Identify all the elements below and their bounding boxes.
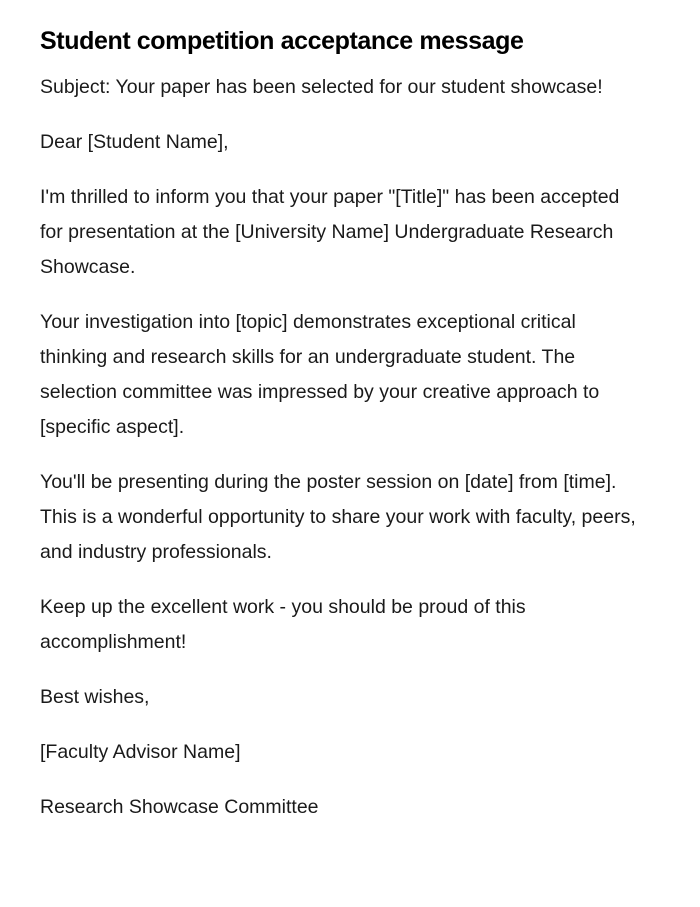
body-paragraph: Keep up the excellent work - you should be proud of this accomplishment! <box>40 596 526 653</box>
signature-org: Research Showcase Committee <box>40 796 319 818</box>
body-paragraph: Your investigation into [topic] demonstrates exceptional critical thinking and research skills for an undergraduate student. The selection committee was impressed by your creative approach to [specific aspect]. <box>40 311 600 438</box>
salutation: Dear [Student Name], <box>40 131 229 153</box>
body-paragraph: I'm thrilled to inform you that your paper "[Title]" has been accepted for presentation at the [University Name] Undergraduate Research Showcase. <box>40 186 620 278</box>
document <box>40 22 640 845</box>
subject-line: Subject: Your paper has been selected for our student showcase! <box>40 76 603 98</box>
document-title: Student competition acceptance message <box>40 27 524 55</box>
body-paragraph: You'll be presenting during the poster session on [date] from [time]. This is a wonderful opportunity to share your work with faculty, peers, and industry professionals. <box>40 471 636 563</box>
signature-name: [Faculty Advisor Name] <box>40 741 241 763</box>
closing: Best wishes, <box>40 686 150 708</box>
